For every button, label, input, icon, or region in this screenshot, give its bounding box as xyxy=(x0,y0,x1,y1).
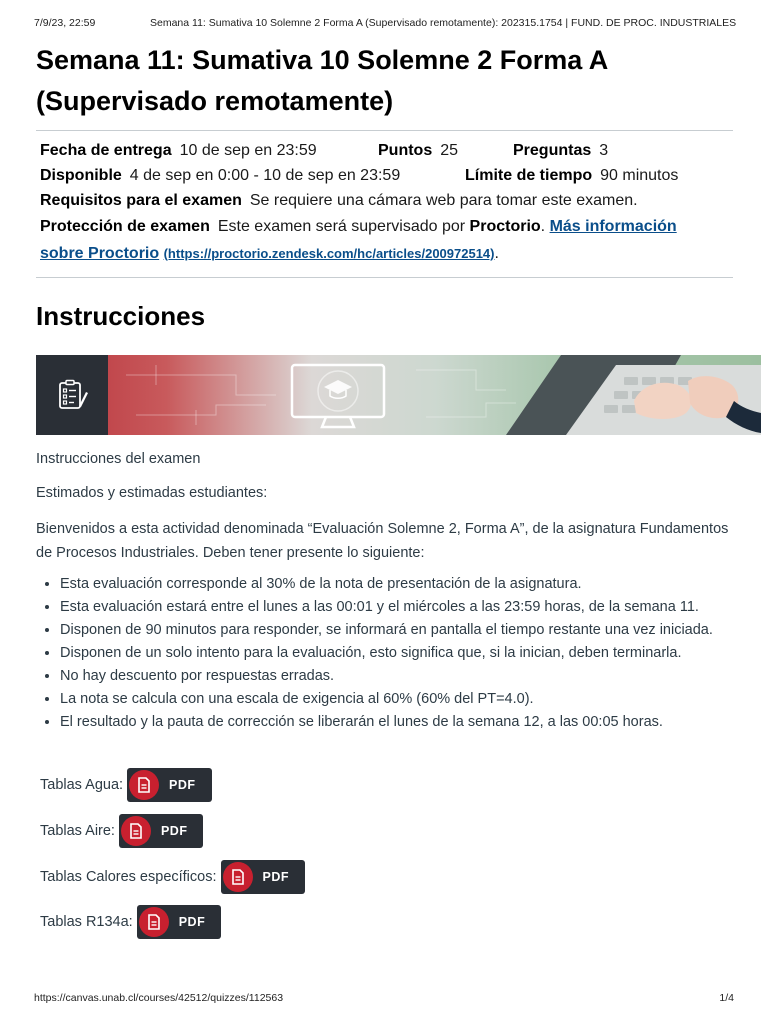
banner-graphic xyxy=(36,355,761,435)
details-row-2 xyxy=(40,163,733,188)
instructions-heading: Instrucciones xyxy=(36,301,206,331)
proctorio-url-link[interactable]: (https://proctorio.zendesk.com/hc/articles/200972514) xyxy=(163,246,495,261)
protection-label: Protección de examen xyxy=(40,218,210,235)
details-row-5: sobre Proctorio (https://proctorio.zendesk.com/hc/articles/200972514). xyxy=(40,245,499,262)
points-value: 25 xyxy=(440,142,459,159)
list-item: • Disponen de 90 minutos para responder, se informará en pantalla el tiempo restante una vez iniciada. xyxy=(60,619,733,642)
pdf-button-label: PDF xyxy=(262,870,289,884)
pdf-download-button[interactable] xyxy=(127,768,212,802)
questions-label: Preguntas xyxy=(513,142,592,159)
pdf-download-button[interactable] xyxy=(119,814,204,848)
quiz-content xyxy=(36,40,733,734)
attachment-tablas-calores xyxy=(40,860,305,894)
instructions-intro: Instrucciones del examen xyxy=(36,451,201,467)
time-limit-value: 90 minutos xyxy=(600,167,679,184)
attachment-tablas-aire xyxy=(40,814,203,848)
quiz-details xyxy=(36,131,733,267)
pdf-download-button[interactable] xyxy=(221,860,306,894)
pdf-file-icon xyxy=(129,770,159,800)
attachment-label: Tablas R134a: xyxy=(40,914,133,930)
print-footer xyxy=(34,992,734,1004)
quiz-title-line2: (Supervisado remotamente) xyxy=(36,86,394,116)
instructions-banner xyxy=(36,355,761,435)
pdf-button-label: PDF xyxy=(169,778,196,792)
list-item: • No hay descuento por respuestas erradas. xyxy=(60,665,733,688)
list-item: • Esta evaluación corresponde al 30% de la nota de presentación de la asignatura. xyxy=(60,573,733,596)
proctorio-name: Proctorio xyxy=(469,218,541,235)
pdf-file-icon xyxy=(139,907,169,937)
instructions-body xyxy=(36,449,733,734)
more-info-link-cont[interactable]: sobre Proctorio xyxy=(40,245,160,262)
attachment-label: Tablas Agua: xyxy=(40,777,124,793)
details-row-1 xyxy=(40,138,733,163)
instructions-welcome: Bienvenidos a esta actividad denominada “Evaluación Solemne 2, Forma A”, de la asignatura Fundamentos de Procesos Industriales. Deben tener presente lo siguiente: xyxy=(36,521,729,561)
details-row-4: Protección de examen Este examen será supervisado por Proctorio. Más información xyxy=(40,218,677,235)
print-title: Semana 11: Sumativa 10 Solemne 2 Forma A (Supervisado remotamente): 202315.1754 | FUND. DE PROC. INDUSTRIALES xyxy=(150,17,737,29)
list-item: • La nota se calcula con una escala de exigencia al 60% (60% del PT=4.0). xyxy=(60,688,733,711)
print-page-number: 1/4 xyxy=(719,992,734,1004)
time-limit-label: Límite de tiempo xyxy=(465,167,593,184)
details-divider xyxy=(36,277,733,278)
print-url: https://canvas.unab.cl/courses/42512/quizzes/112563 xyxy=(34,992,284,1004)
list-item: • Disponen de un solo intento para la evaluación, esto significa que, si la inician, deben terminarla. xyxy=(60,642,733,665)
pdf-button-label: PDF xyxy=(178,915,206,929)
pdf-download-button[interactable] xyxy=(137,905,222,939)
attachment-label: Tablas Aire: xyxy=(40,823,115,839)
instructions-greeting: Estimados y estimadas estudiantes: xyxy=(36,485,268,501)
available-value: 4 de sep en 0:00 - 10 de sep en 23:59 xyxy=(129,167,401,184)
requirements-label: Requisitos para el examen xyxy=(40,192,242,209)
list-item: • El resultado y la pauta de corrección se liberarán el lunes de la semana 12, a las 00:05 horas. xyxy=(60,711,733,734)
pdf-button-label: PDF xyxy=(160,824,188,838)
questions-value: 3 xyxy=(599,142,609,159)
instructions-list xyxy=(36,573,733,734)
pdf-file-icon xyxy=(121,816,151,846)
print-date: 7/9/23, 22:59 xyxy=(34,17,96,29)
list-item: • Esta evaluación estará entre el lunes a las 00:01 y el miércoles a las 23:59 horas, de la semana 11. xyxy=(60,596,733,619)
due-value: 10 de sep en 23:59 xyxy=(179,142,317,159)
details-row-3 xyxy=(40,188,733,213)
attachment-tablas-r134a xyxy=(40,905,221,939)
due-label: Fecha de entrega xyxy=(40,142,172,159)
available-label: Disponible xyxy=(40,167,122,184)
attachment-tablas-agua xyxy=(40,768,212,802)
exam-checklist-icon xyxy=(55,378,89,412)
pdf-file-icon xyxy=(223,862,253,892)
quiz-title-line1: Semana 11: Sumativa 10 Solemne 2 Forma A xyxy=(36,45,609,75)
attachment-label: Tablas Calores específicos: xyxy=(40,869,217,885)
points-label: Puntos xyxy=(378,142,433,159)
protection-value: Este examen será supervisado por xyxy=(217,218,466,235)
banner-icon-box xyxy=(36,355,108,435)
more-info-link[interactable]: Más información xyxy=(549,218,677,235)
requirements-value: Se requiere una cámara web para tomar este examen. xyxy=(249,192,638,209)
quiz-title xyxy=(36,40,733,122)
